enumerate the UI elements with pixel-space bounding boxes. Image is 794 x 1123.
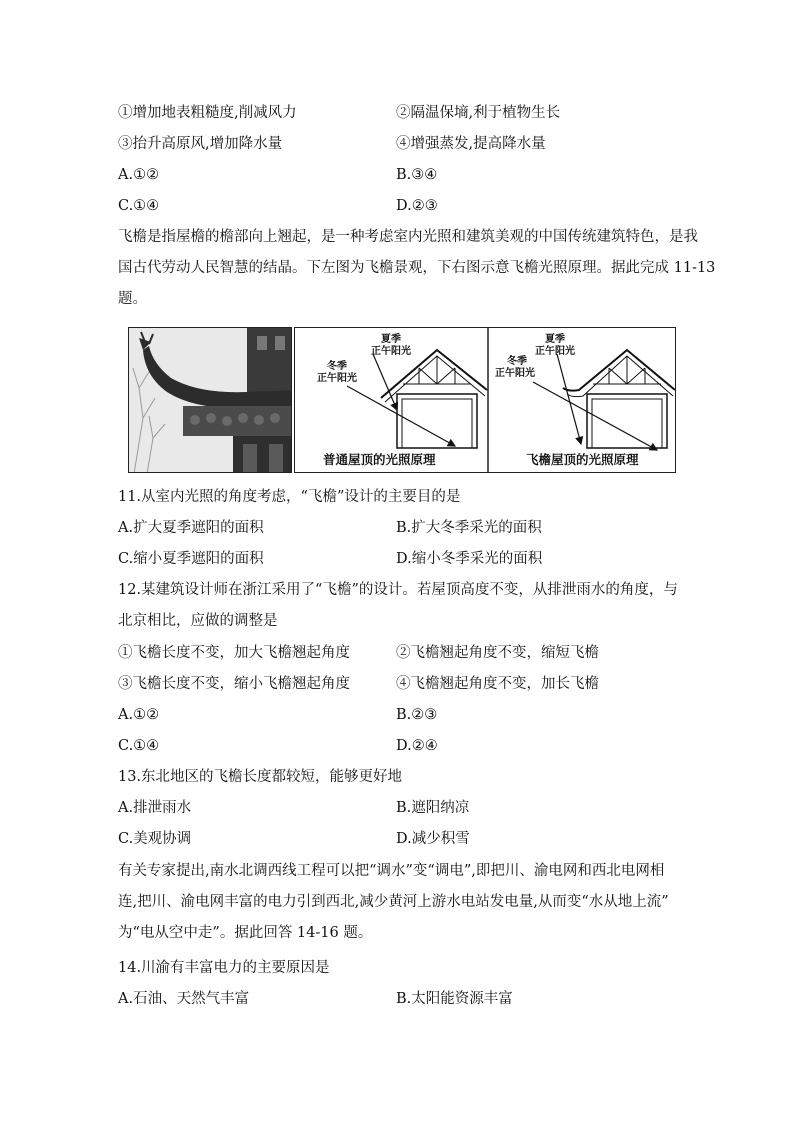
feiyan-intro-line: 飞檐是指屋檐的檐部向上翘起，是一种考虑室内光照和建筑美观的中国传统建筑特色，是我 bbox=[118, 229, 698, 245]
choice-c: C.①④ bbox=[118, 198, 160, 214]
right-diagram-caption: 飞檐屋顶的光照原理 bbox=[526, 452, 639, 467]
choice-a: A.①② bbox=[118, 167, 160, 183]
feiyan-roof-drawing bbox=[533, 350, 675, 450]
q11-choice-b: B.扩大冬季采光的面积 bbox=[396, 520, 542, 536]
q12-option-1: ①飞檐长度不变，加大飞檐翘起角度 bbox=[118, 645, 350, 661]
option-2: ②隔温保墒,利于植物生长 bbox=[396, 105, 561, 121]
question-12-stem: 12.某建筑设计师在浙江采用了“飞檐”的设计。若屋顶高度不变，从排泄雨水的角度，与 bbox=[118, 582, 678, 598]
q12-choice-b: B.②③ bbox=[396, 707, 438, 723]
feiyan-intro-paragraph bbox=[118, 222, 716, 315]
q12-choice-d: D.②④ bbox=[396, 738, 438, 754]
q13-choice-b: B.遮阳纳凉 bbox=[396, 800, 470, 816]
ordinary-roof-drawing bbox=[347, 350, 487, 448]
q13-choice-c: C.美观协调 bbox=[118, 831, 192, 847]
choice-b: B.③④ bbox=[396, 167, 438, 183]
q11-choice-c: C.缩小夏季遮阳的面积 bbox=[118, 551, 264, 567]
right-winter-label-2: 正午阳光 bbox=[495, 368, 535, 379]
question-12-stem-2: 北京相比，应做的调整是 bbox=[118, 613, 278, 629]
water-intro-line: 有关专家提出,南水北调西线工程可以把“调水”变“调电”,即把川、渝电网和西北电网相 bbox=[118, 863, 665, 879]
light-principle-svg bbox=[295, 328, 675, 472]
question-13-stem: 13.东北地区的飞檐长度都较短，能够更好地 bbox=[118, 769, 403, 785]
left-winter-label: 冬季 bbox=[327, 361, 347, 372]
option-4: ④增强蒸发,提高降水量 bbox=[396, 136, 546, 152]
option-3: ③抬升高原风,增加降水量 bbox=[118, 136, 283, 152]
q11-choice-a: A.扩大夏季遮阳的面积 bbox=[118, 520, 264, 536]
right-winter-label: 冬季 bbox=[507, 356, 527, 367]
option-1: ①增加地表粗糙度,削减风力 bbox=[118, 105, 297, 121]
choice-d: D.②③ bbox=[396, 198, 438, 214]
feiyan-intro-line: 题。 bbox=[118, 291, 147, 307]
question-14-stem: 14.川渝有丰富电力的主要原因是 bbox=[118, 960, 330, 976]
left-winter-label-2: 正午阳光 bbox=[317, 373, 357, 384]
water-intro-paragraph bbox=[118, 856, 678, 949]
q12-choice-a: A.①② bbox=[118, 707, 160, 723]
right-summer-label: 夏季 bbox=[545, 334, 565, 345]
q14-choice-a: A.石油、天然气丰富 bbox=[118, 991, 250, 1007]
q12-option-3: ③飞檐长度不变，缩小飞檐翘起角度 bbox=[118, 676, 350, 692]
water-intro-line: 连,把川、渝电网丰富的电力引到西北,减少黄河上游水电站发电量,从而变“水从地上流” bbox=[118, 894, 669, 910]
left-summer-label: 夏季 bbox=[381, 334, 401, 345]
feiyan-intro-line: 国古代劳动人民智慧的结晶。下左图为飞檐景观，下右图示意飞檐光照原理。据此完成 11-13 bbox=[118, 260, 716, 276]
q13-choice-a: A.排泄雨水 bbox=[118, 800, 192, 816]
q14-choice-b: B.太阳能资源丰富 bbox=[396, 991, 513, 1007]
q12-option-4: ④飞檐翘起角度不变，加长飞檐 bbox=[396, 676, 599, 692]
q13-choice-d: D.减少积雪 bbox=[396, 831, 470, 847]
q11-choice-d: D.缩小冬季采光的面积 bbox=[396, 551, 543, 567]
right-summer-label-2: 正午阳光 bbox=[535, 346, 575, 357]
left-diagram-caption: 普通屋顶的光照原理 bbox=[323, 452, 436, 467]
question-11-stem: 11.从室内光照的角度考虑，“飞檐”设计的主要目的是 bbox=[118, 489, 461, 505]
light-principle-diagram bbox=[294, 327, 676, 473]
q12-choice-c: C.①④ bbox=[118, 738, 160, 754]
feiyan-photo bbox=[128, 327, 292, 473]
feiyan-photo-illustration bbox=[129, 328, 292, 473]
feiyan-figure bbox=[128, 327, 676, 473]
water-intro-line: 为“电从空中走”。据此回答 14-16 题。 bbox=[118, 925, 373, 941]
left-summer-label-2: 正午阳光 bbox=[371, 346, 411, 357]
q12-option-2: ②飞檐翘起角度不变，缩短飞檐 bbox=[396, 645, 599, 661]
